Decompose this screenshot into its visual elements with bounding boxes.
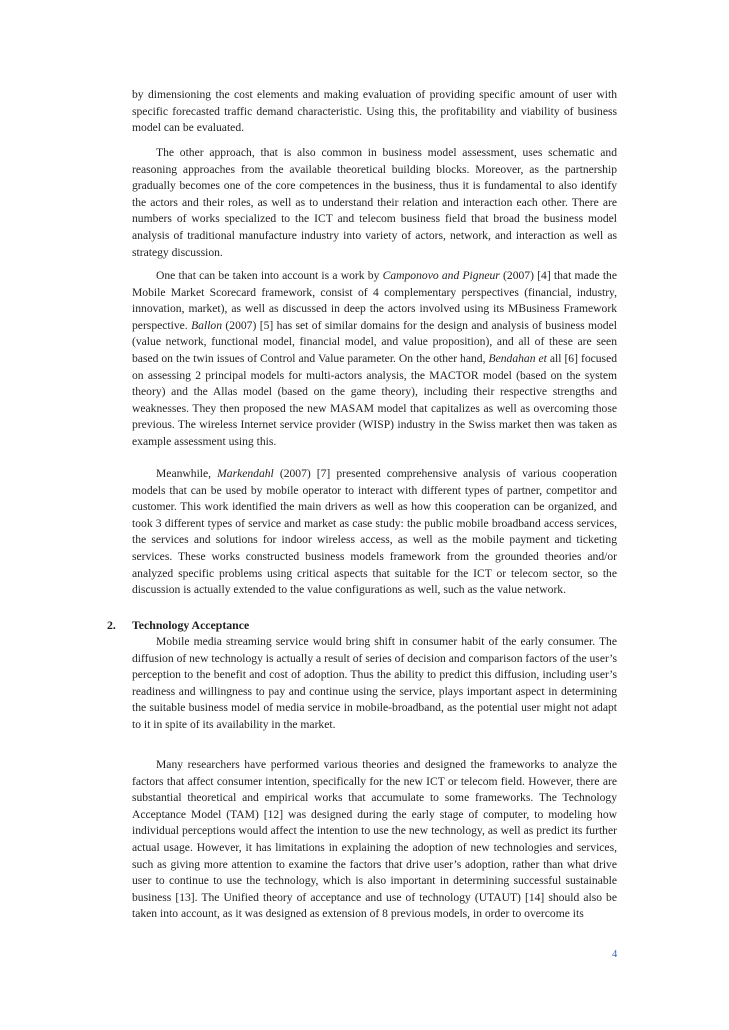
- section-heading: [107, 617, 249, 634]
- paragraph-4-text-1: Meanwhile,: [156, 467, 212, 480]
- paragraph-3: [132, 268, 617, 451]
- paragraph-3-text-3: (2007) [5] has set of similar domains for the design and analysis of business model (value network, functional model, financial model, and value proposition), and all of these are seen based on the twin issues of Control and Value parameter. On the other hand,: [132, 318, 617, 365]
- paragraph-3-text-2: (2007) [4] that made the Mobile Market Scorecard framework, consist of 4 complementary perspectives (financial, industry, innovation, market), as well as discussed in deep the actors involved using its MBusiness Framework perspective.: [132, 269, 617, 332]
- paragraph-5: Mobile media streaming service would bring shift in consumer habit of the early consumer. The diffusion of new technology is actually a result of series of decision and comparison factors of the user’s perception to the benefit and cost of adoption. Thus the ability to predict this diffusion, including user’s readiness and willingness to pay and continue using the service, plays important aspect in determining the suitable business model of media service in mobile-broadband, as the potential user might not adapt to it in spite of its availability in the market.: [132, 635, 617, 731]
- citation-ballon: Ballon: [191, 318, 223, 332]
- paragraph-4-text-2: (2007) [7] presented comprehensive analysis of various cooperation models that can be used by mobile operator to interact with different types of partner, competitor and customer. This work identified the main drivers as well as how this cooperation can be organized, and took 3 different types of service and market as case study: the public mobile broadband access services, the services and solutions for indoor wireless access, as well as the mobile payment and ticketing services. These works constructed business models framework from the grounded theories and/or analyzed specific problems using critical aspects that suitable for the ICT or telecom sector, so the discussion is actually extended to the value configurations as well, such as the value network.: [132, 467, 617, 597]
- citation-markendahl: Markendahl: [217, 467, 274, 480]
- paragraph-4: [132, 466, 617, 599]
- citation-bendahan: Bendahan et: [488, 351, 547, 365]
- paragraph-3-text-4: all [6] focused on assessing 2 principal models for multi-actors analysis, the MACTOR model (based on the system theory) and the Allas model (based on the game theory), including their respective strengths and weaknesses. They then proposed the new MASAM model that capitalizes as well as overcoming those previous. The wireless Internet service provider (WISP) industry in the Swiss market then was taken as example assessment using this.: [132, 351, 618, 448]
- paragraph-3-text-1: One that can be taken into account is a work by: [156, 269, 380, 282]
- page-number: 4: [612, 949, 618, 960]
- paragraph-6: Many researchers have performed various theories and designed the frameworks to analyze the factors that affect consumer intention, specifically for the new ICT or telecom field. However, there are substantial theoretical and empirical works that accumulate to some frameworks. The Technology Acceptance Model (TAM) [12] was designed during the early stage of computer, to modeling how individual perceptions would affect the intention to use the new technology, as well as predict its further actual usage. However, it has limitations in explaining the adoption of new technologies and services, such as giving more attention to examine the factors that drive user’s adoption, rather than what drive user to continue to use the technology, which is also important in determining successful sustainable business [13]. The Unified theory of acceptance and use of technology (UTAUT) [14] should also be taken into account, as it was designed as extension of 8 previous models, in order to overcome its: [132, 758, 617, 921]
- citation-camponovo-pigneur: Camponovo and Pigneur: [382, 269, 500, 282]
- section-title: Technology Acceptance: [132, 618, 250, 632]
- paragraph-2: The other approach, that is also common in business model assessment, uses schematic and reasoning approaches from the available theoretical building blocks. Moreover, as the partnership gradually becomes one of the core competences in the business, thus it is fundamental to also identify the actors and their roles, as well as to understand their relation and interaction each other. There are numbers of works specialized to the ICT and telecom business field that broad the business model analysis of traditional manufacture industry into variety of actors, network, and interaction as well as strategy discussion.: [132, 146, 617, 259]
- section-number: 2.: [107, 618, 116, 632]
- paragraph-1: by dimensioning the cost elements and making evaluation of providing specific amount of user with specific forecasted traffic demand characteristic. Using this, the profitability and viability of business model can be evaluated.: [132, 88, 617, 135]
